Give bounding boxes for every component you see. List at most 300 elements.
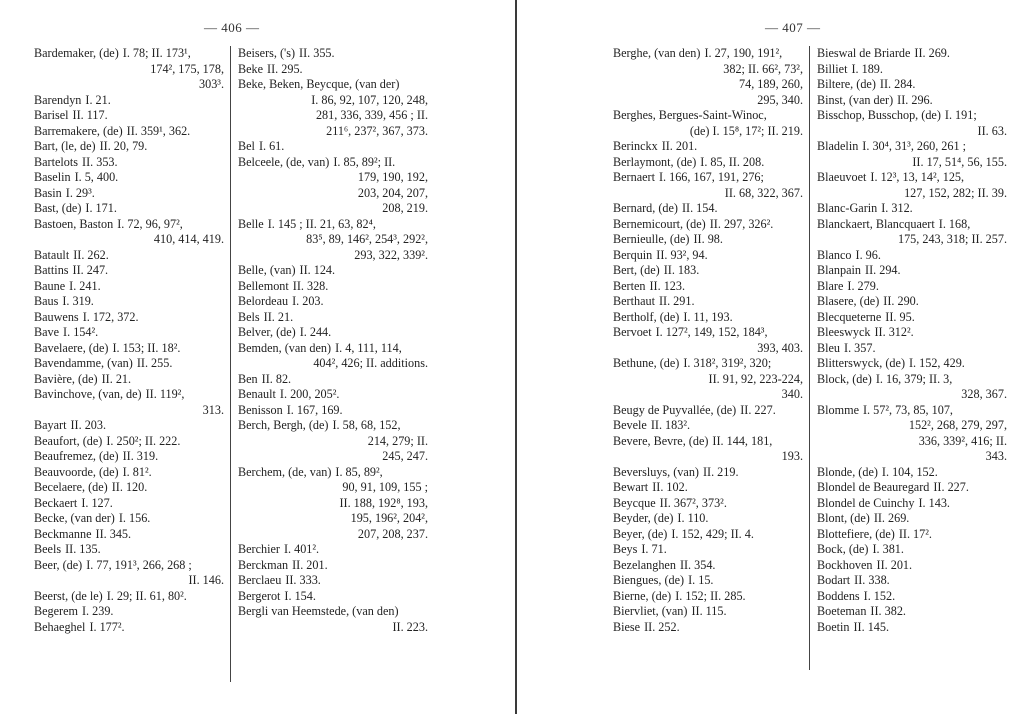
entry-line [238, 155, 428, 171]
index-entry [238, 310, 428, 326]
entry-name: Barisel [34, 108, 69, 122]
entry-continuation: II. 68, 322, 367. [724, 185, 803, 200]
entry-name: Bleeswyck [817, 325, 871, 339]
entry-reference: II. 203. [70, 418, 107, 432]
index-entry [817, 589, 1007, 605]
entry-line [613, 201, 803, 217]
entry-name: Bave [34, 325, 60, 339]
entry-line [34, 248, 224, 264]
entry-line [613, 217, 803, 233]
entry-line [34, 217, 224, 233]
entry-reference: II. 227. [933, 480, 969, 494]
entry-name: Baune [34, 278, 66, 293]
index-entry [34, 496, 224, 512]
index-entry [817, 62, 1007, 78]
entry-reference: I. 127², 149, 152, 184³, [655, 325, 768, 339]
entry-line [613, 310, 803, 326]
index-entry [34, 248, 224, 264]
entry-continuation: II. 17, 51⁴, 56, 155. [912, 154, 1007, 169]
entry-continuation: I. 86, 92, 107, 120, 248, [311, 92, 428, 107]
index-entry [238, 604, 428, 635]
index-entry [34, 511, 224, 527]
entry-reference: II. 290. [883, 294, 919, 308]
entry-reference: I. 401². [283, 542, 320, 556]
entry-name: Bast, (de) [34, 201, 82, 215]
entry-reference: II. 382. [870, 604, 906, 618]
entry-line [238, 325, 428, 341]
index-entry [34, 170, 224, 186]
entry-name: Blonde, (de) [817, 464, 878, 479]
entry-reference: I. 16, 379; II. 3, [875, 371, 953, 386]
entry-reference: I. 29³. [65, 185, 95, 200]
entry-reference: I. 12³, 13, 14², 125, [870, 170, 965, 184]
entry-reference: I. 152. [863, 588, 896, 603]
entry-reference: II. 338. [854, 573, 890, 587]
entry-line [613, 527, 803, 543]
entry-reference: I. 244. [299, 325, 332, 339]
entry-name: Boeteman [817, 604, 867, 618]
index-entry [613, 325, 803, 356]
entry-line [34, 542, 224, 558]
entry-line [613, 139, 803, 155]
entry-line [817, 511, 1007, 527]
entry-reference: II. 345. [95, 526, 132, 541]
entry-name: Biltere, (de) [817, 77, 876, 91]
entry-name: Blanco [817, 247, 852, 262]
index-entry [238, 341, 428, 372]
index-entry [34, 542, 224, 558]
entry-name: Bavière, (de) [34, 371, 98, 386]
entry-line [817, 604, 1007, 620]
entry-name: Blondel de Cuinchy [817, 495, 915, 510]
index-entry [34, 93, 224, 109]
entry-name: Bavelaere, (de) [34, 340, 109, 355]
entry-name: Berlaymont, (de) [613, 154, 697, 169]
entry-name: Bodart [817, 573, 851, 587]
index-entry [817, 372, 1007, 403]
index-entry [34, 558, 224, 589]
entry-reference: II. 367², 373². [659, 495, 727, 510]
index-entry [613, 46, 803, 108]
entry-reference: I. 156. [118, 511, 151, 525]
index-entry [817, 77, 1007, 93]
entry-reference: II. 319. [122, 449, 159, 463]
entry-line [34, 511, 224, 527]
entry-continuation: 303³. [199, 77, 224, 91]
entry-name: Bleu [817, 340, 841, 355]
entry-reference: I. 58, 68, 152, [332, 418, 401, 432]
entry-line [817, 620, 1007, 636]
index-entry [817, 527, 1007, 543]
entry-line [817, 403, 1007, 419]
entry-reference: I. 145 ; II. 21, 63, 82⁴, [267, 216, 376, 231]
entry-name: Beisers, ('s) [238, 46, 296, 60]
entry-line [613, 403, 803, 419]
entry-name: Bernaert [613, 170, 655, 184]
entry-line [817, 465, 1007, 481]
entry-line [238, 294, 428, 310]
entry-line [238, 542, 428, 558]
index-entry [238, 294, 428, 310]
index-entry [613, 356, 803, 403]
entry-line [613, 418, 803, 434]
entry-line [613, 434, 803, 450]
entry-line [817, 62, 1007, 78]
entry-reference: II. 227. [740, 402, 776, 417]
entry-name: Beys [613, 542, 638, 556]
index-entry [34, 449, 224, 465]
entry-name: Berckman [238, 557, 289, 572]
index-entry [238, 217, 428, 264]
index-entry [817, 46, 1007, 62]
entry-reference: II. 312². [874, 325, 914, 339]
entry-name: Belver, (de) [238, 325, 296, 339]
entry-name: Bemden, (van den) [238, 340, 332, 355]
entry-reference: I. 4, 111, 114, [335, 340, 402, 355]
entry-continuation: II. 223. [392, 619, 428, 634]
entry-line [34, 325, 224, 341]
entry-name: Bethune, (de) [613, 356, 680, 370]
entry-continuation: 127, 152, 282; II. 39. [904, 185, 1007, 200]
entry-reference: II. 297, 326². [709, 216, 774, 231]
entry-reference: II. 123. [649, 278, 686, 293]
entry-line [817, 248, 1007, 264]
entry-line [238, 217, 428, 233]
entry-line [238, 77, 428, 93]
index-entry [34, 387, 224, 418]
entry-reference: II. 252. [644, 619, 680, 634]
entry-reference: I. 381. [872, 542, 904, 556]
entry-name: Bernard, (de) [613, 201, 678, 215]
entry-name: Bewart [613, 480, 649, 494]
entry-name: Berquin [613, 247, 653, 262]
entry-name: Bevere, Bevre, (de) [613, 433, 709, 448]
entry-name: Beauvoorde, (de) [34, 464, 119, 479]
entry-reference: I. 96. [855, 247, 881, 262]
entry-name: Bisschop, Busschop, (de) [817, 108, 941, 122]
index-entry [817, 573, 1007, 589]
entry-reference: I. 104, 152. [881, 464, 938, 479]
entry-line [238, 387, 428, 403]
entry-line [817, 589, 1007, 605]
index-entry [238, 325, 428, 341]
index-entry [238, 542, 428, 558]
entry-reference: II. 201. [876, 557, 913, 572]
entry-name: Berthaut [613, 294, 655, 308]
index-entry [817, 325, 1007, 341]
entry-line [238, 372, 428, 388]
entry-line [613, 232, 803, 248]
entry-line [817, 77, 1007, 93]
entry-line [613, 511, 803, 527]
entry-line [34, 263, 224, 279]
index-entry [817, 496, 1007, 512]
entry-name: Bock, (de) [817, 542, 869, 556]
entry-continuation: 295, 340. [757, 92, 803, 107]
index-entry [34, 279, 224, 295]
index-entry [613, 589, 803, 605]
index-entry [817, 310, 1007, 326]
entry-reference: II. 247. [72, 263, 109, 277]
entry-name: Bels [238, 309, 260, 324]
entry-reference: I. 61. [258, 139, 285, 153]
index-entry [238, 403, 428, 419]
entry-continuation: 393, 403. [757, 340, 803, 355]
entry-reference: I. 21. [85, 92, 111, 107]
entry-name: Ben [238, 371, 258, 386]
entry-reference: II. 284. [879, 77, 916, 91]
entry-line [613, 325, 803, 341]
entry-reference: II. 291. [658, 294, 695, 308]
entry-line [34, 449, 224, 465]
entry-name: Beycque [613, 495, 656, 510]
index-entry [34, 434, 224, 450]
index-entry [238, 387, 428, 403]
entry-line [238, 46, 428, 62]
index-entry [817, 217, 1007, 248]
index-entry [34, 186, 224, 202]
entry-continuation: 313. [202, 402, 224, 417]
index-entry [238, 558, 428, 574]
index-entry [238, 263, 428, 279]
index-entry [817, 294, 1007, 310]
entry-line [817, 263, 1007, 279]
entry-name: Blottefiere, (de) [817, 526, 895, 541]
entry-name: Battins [34, 263, 69, 277]
entry-reference: I. 152, 429; II. 4. [671, 526, 754, 541]
entry-continuation: 174², 175, 178, [150, 61, 224, 76]
entry-line [238, 604, 428, 620]
entry-reference: II. 95. [885, 309, 915, 324]
entry-name: Beckmanne [34, 526, 92, 541]
entry-reference: I. 81². [122, 464, 152, 479]
column-divider [230, 46, 231, 682]
entry-line [613, 279, 803, 295]
entry-name: Bauwens [34, 309, 79, 324]
entry-line [34, 294, 224, 310]
entry-name: Bart, (le, de) [34, 139, 96, 153]
entry-name: Bardemaker, (de) [34, 46, 119, 60]
entry-reference: I. 318², 319², 320; [683, 356, 772, 370]
entry-continuation: 203, 204, 207, [357, 185, 428, 200]
index-entry [613, 403, 803, 419]
entry-reference: II. 354. [679, 557, 716, 572]
index-entry [238, 279, 428, 295]
entry-line [34, 465, 224, 481]
index-entry [34, 604, 224, 620]
entry-line [817, 372, 1007, 388]
entry-line [817, 573, 1007, 589]
index-entry [34, 217, 224, 248]
entry-name: Belle [238, 216, 264, 231]
entry-reference: I. 85, 89², [335, 464, 383, 479]
entry-reference: II. 102. [652, 480, 688, 494]
entry-reference: II. 145. [853, 619, 890, 634]
entry-reference: II. 21. [101, 371, 132, 386]
entry-line [34, 341, 224, 357]
entry-name: Biervliet, (van) [613, 604, 688, 618]
entry-continuation: 90, 91, 109, 155 ; [342, 480, 428, 494]
entry-reference: I. 312. [881, 201, 913, 215]
entry-line [817, 341, 1007, 357]
entry-reference: I. 152; II. 285. [675, 588, 746, 603]
entry-name: Bergerot [238, 588, 281, 603]
entry-continuation: 245, 247. [382, 449, 428, 463]
entry-line [817, 201, 1007, 217]
entry-continuation: 175, 243, 318; II. 257. [897, 232, 1007, 246]
entry-reference: I. 29; II. 61, 80². [106, 588, 187, 603]
entry-reference: II. 269. [914, 46, 950, 60]
entry-continuation: 152², 268, 279, 297, [908, 418, 1007, 432]
entry-line [34, 387, 224, 403]
entry-name: Batault [34, 247, 70, 262]
entry-reference: II. 154. [681, 201, 718, 215]
entry-reference: I. 5, 400. [74, 170, 119, 184]
index-entry [34, 372, 224, 388]
entry-line [817, 558, 1007, 574]
entry-line [613, 589, 803, 605]
column-divider [809, 46, 810, 670]
entry-name: Beer, (de) [34, 557, 83, 572]
index-column [238, 46, 428, 686]
entry-name: Bavendamme, (van) [34, 356, 133, 370]
entry-line [34, 279, 224, 295]
entry-line [34, 372, 224, 388]
index-entry [817, 263, 1007, 279]
entry-name: Blare [817, 278, 844, 293]
entry-line [817, 356, 1007, 372]
entry-line [613, 356, 803, 372]
entry-reference: I. 71. [641, 542, 667, 556]
entry-line [34, 108, 224, 124]
entry-line [34, 356, 224, 372]
entry-line [613, 496, 803, 512]
entry-line [238, 263, 428, 279]
entry-name: Beyder, (de) [613, 511, 674, 525]
index-entry [613, 139, 803, 155]
entry-name: Binst, (van der) [817, 92, 894, 107]
index-entry [238, 465, 428, 543]
entry-name: Beels [34, 542, 62, 556]
index-entry [613, 465, 803, 481]
index-entry [613, 310, 803, 326]
index-entry [613, 217, 803, 233]
entry-reference: II. 255. [136, 356, 173, 370]
entry-line [613, 294, 803, 310]
entry-reference: I. 166, 167, 191, 276; [658, 170, 764, 184]
entry-continuation: (de) I. 15⁸, 17²; II. 219. [689, 123, 803, 138]
index-entry [238, 573, 428, 589]
entry-reference: II. 124. [299, 263, 336, 277]
entry-line [613, 620, 803, 636]
entry-line [238, 139, 428, 155]
index-entry [613, 263, 803, 279]
entry-reference: I. 85, II. 208. [700, 154, 765, 169]
entry-reference: II. 333. [285, 573, 321, 587]
entry-reference: I. 167, 169. [286, 402, 343, 417]
index-entry [34, 325, 224, 341]
entry-continuation: 340. [781, 387, 803, 401]
entry-continuation: 207, 208, 237. [357, 526, 428, 541]
entry-continuation: 193. [781, 449, 803, 463]
entry-reference: II. 117. [72, 108, 108, 122]
entry-reference: I. 189. [851, 61, 883, 76]
entry-name: Boddens [817, 588, 860, 603]
entry-reference: I. 168, [938, 216, 971, 231]
entry-reference: II. 82. [261, 371, 292, 386]
entry-reference: I. 15. [688, 573, 714, 587]
index-entry [817, 170, 1007, 201]
entry-line [817, 93, 1007, 109]
entry-continuation: 328, 367. [961, 387, 1007, 401]
entry-line [34, 124, 224, 140]
index-entry [817, 620, 1007, 636]
entry-continuation: II. 146. [188, 573, 224, 587]
entry-reference: I. 110. [677, 511, 709, 525]
index-entry [817, 604, 1007, 620]
index-entry [34, 263, 224, 279]
entry-name: Baselin [34, 170, 71, 184]
index-entry [817, 356, 1007, 372]
entry-name: Beke [238, 61, 264, 76]
entry-line [238, 573, 428, 589]
entry-line [613, 604, 803, 620]
entry-reference: I. 177². [89, 619, 125, 634]
entry-name: Belordeau [238, 294, 289, 308]
entry-line [817, 279, 1007, 295]
entry-line [238, 558, 428, 574]
right-page [521, 0, 1024, 714]
entry-reference: II. 119², [145, 387, 185, 401]
entry-line [613, 480, 803, 496]
entry-line [34, 527, 224, 543]
entry-name: Berchier [238, 542, 280, 556]
entry-reference: I. 279. [847, 278, 879, 293]
index-entry [34, 620, 224, 636]
index-entry [34, 589, 224, 605]
entry-line [34, 496, 224, 512]
entry-line [817, 170, 1007, 186]
index-entry [613, 418, 803, 434]
index-entry [613, 232, 803, 248]
index-entry [34, 46, 224, 93]
index-entry [34, 108, 224, 124]
index-entry [817, 108, 1007, 139]
entry-continuation: 410, 414, 419. [153, 232, 224, 246]
entry-reference: I. 154. [284, 588, 316, 603]
entry-name: Bernieulle, (de) [613, 232, 690, 246]
index-entry [613, 542, 803, 558]
entry-reference: II. 201. [292, 557, 328, 572]
entry-reference: II. 135. [65, 542, 101, 556]
entry-name: Berchem, (de, van) [238, 464, 332, 479]
entry-line [613, 263, 803, 279]
entry-line [817, 527, 1007, 543]
index-entry [34, 201, 224, 217]
entry-reference: I. 203. [292, 294, 324, 308]
entry-name: Berten [613, 278, 646, 293]
entry-line [238, 403, 428, 419]
entry-line [34, 434, 224, 450]
index-entry [613, 573, 803, 589]
entry-name: Beversluys, (van) [613, 464, 699, 479]
entry-line [34, 418, 224, 434]
entry-name: Belle, (van) [238, 263, 296, 277]
entry-reference: I. 239. [82, 604, 114, 618]
entry-reference: I. 154². [63, 325, 99, 339]
entry-reference: I. 77, 191³, 266, 268 ; [86, 557, 192, 572]
entry-name: Beke, Beken, Beycque, (van der) [238, 77, 400, 91]
